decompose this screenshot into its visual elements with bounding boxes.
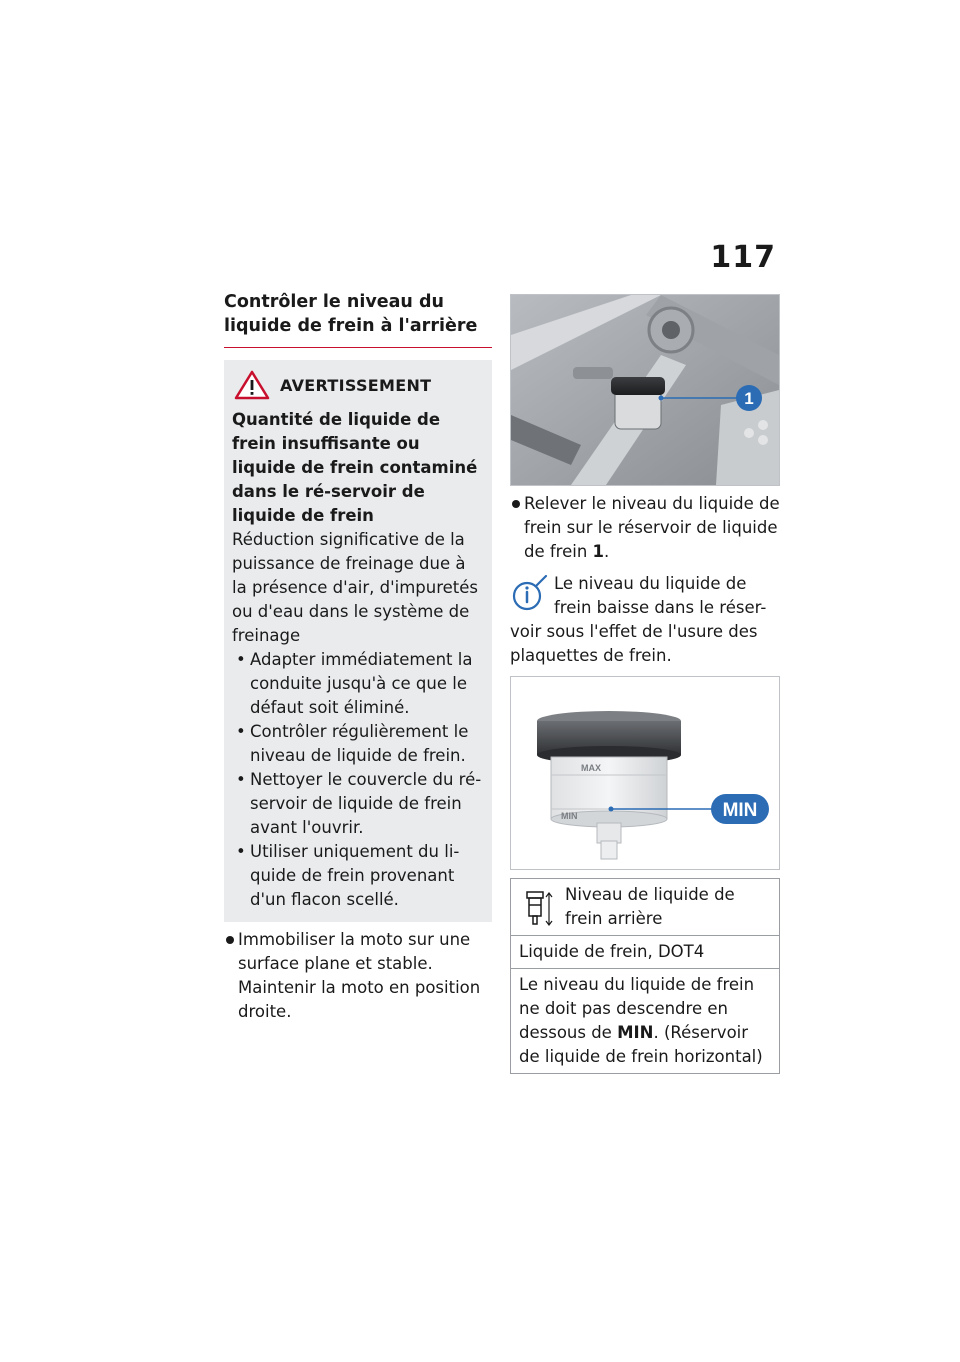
info-note-text: Le niveau du liquide de frein baisse dans le réser-voir sous l'effet de l'usure des plaquettes de frein. [510,574,767,665]
left-column [224,290,492,1024]
step-list-left [224,928,492,1024]
warning-triangle-icon [234,370,270,400]
info-icon [510,572,550,614]
spec-header-row [511,879,780,936]
spec-fluid: Liquide de frein, DOT4 [511,936,780,969]
warning-label: AVERTISSEMENT [280,375,432,395]
warning-action-item: • Utiliser uniquement du li-quide de frein provenant d'un flacon scellé. [232,840,484,912]
motorcycle-reservoir-illustration [511,295,779,485]
section-title: Contrôler le niveau du liquide de frein à l'arrière [224,290,492,348]
min-marking: MIN [561,811,578,821]
spec-rule-pre: Le niveau du liquide de frein ne doit pas descendre en dessous de [519,975,755,1042]
spec-rule [511,969,780,1074]
warning-header [232,370,484,400]
warning-action-item: • Adapter immédiatement la conduite jusqu'à ce que le défaut soit éliminé. [232,648,484,720]
page-number: 117 [710,240,776,275]
warning-description: Réduction significative de la puissance de freinage due à la présence d'air, d'impuretés ou d'eau dans le système de freinage [232,530,479,645]
step-end: . [604,542,610,561]
warning-action-item: • Contrôler régulièrement le niveau de liquide de frein. [232,720,484,768]
max-marking: MAX [581,763,601,773]
fluid-level-icon [525,889,555,929]
step-item: Immobiliser la moto sur une surface plane et stable. Maintenir la moto en position droite. [224,928,492,1024]
spec-table [510,878,780,1074]
spec-rule-post: . (Réservoir de liquide de frein horizontal) [519,1023,763,1066]
step-text: Relever le niveau du liquide de frein sur le réservoir de liquide de frein [524,494,780,561]
warning-subject: Quantité de liquide de frein insuffisante ou liquide de frein contaminé dans le ré-servoir de liquide de frein [232,410,478,525]
warning-action-item: • Nettoyer le couvercle du ré-servoir de liquide de frein avant l'ouvrir. [232,768,484,840]
reservoir-photo [510,294,780,486]
info-note [510,572,780,668]
step-list-right [510,492,780,564]
spec-rule-bold: MIN [617,1023,654,1042]
warning-box [224,360,492,922]
spec-rule-row [511,969,780,1074]
callout-1-label: 1 [744,389,754,408]
min-callout-label: MIN [722,800,758,821]
spec-fluid-row [511,936,780,969]
step-ref: 1 [592,542,605,561]
step-item [510,492,780,564]
right-column [510,294,780,1074]
spec-title: Niveau de liquide de frein arrière [565,885,735,928]
reservoir-level-illustration [511,677,779,869]
reservoir-level-diagram [510,676,780,870]
warning-actions [232,648,484,912]
